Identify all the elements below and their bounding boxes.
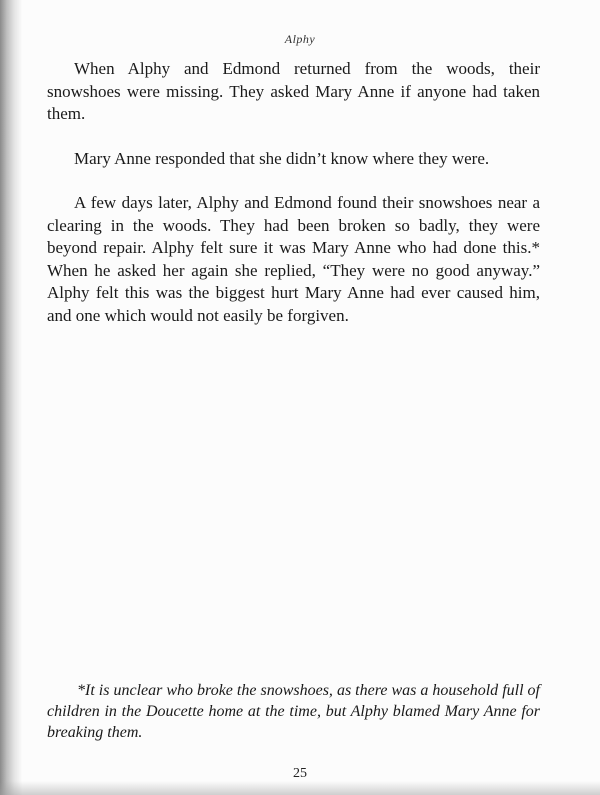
binding-shadow (0, 0, 22, 795)
running-head: Alphy (284, 32, 316, 46)
paragraph: A few days later, Alphy and Edmond found their snowshoes near a clearing in the woods. They had been broken so badly, they were beyond repair. Alphy felt sure it was Mary Anne who had done this.* When he asked her again she replied, “They were no good anyway.” Alphy felt this was the biggest hurt Mary Anne had ever caused him, and one which would not easily be forgiven. (47, 193, 540, 325)
footnote (47, 680, 540, 743)
paragraph: Mary Anne responded that she didn’t know where they were. (74, 148, 490, 168)
footnote-text: *It is unclear who broke the snowshoes, as there was a household full of children in the Doucette home at the time, but Alphy blamed Mary Anne for breaking them. (47, 682, 540, 741)
page-number: 25 (293, 766, 307, 781)
body-text (47, 58, 540, 349)
paragraph: When Alphy and Edmond returned from the woods, their snowshoes were missing. They asked Mary Anne if anyone had taken them. (47, 59, 540, 123)
bottom-edge-shadow (0, 781, 600, 795)
